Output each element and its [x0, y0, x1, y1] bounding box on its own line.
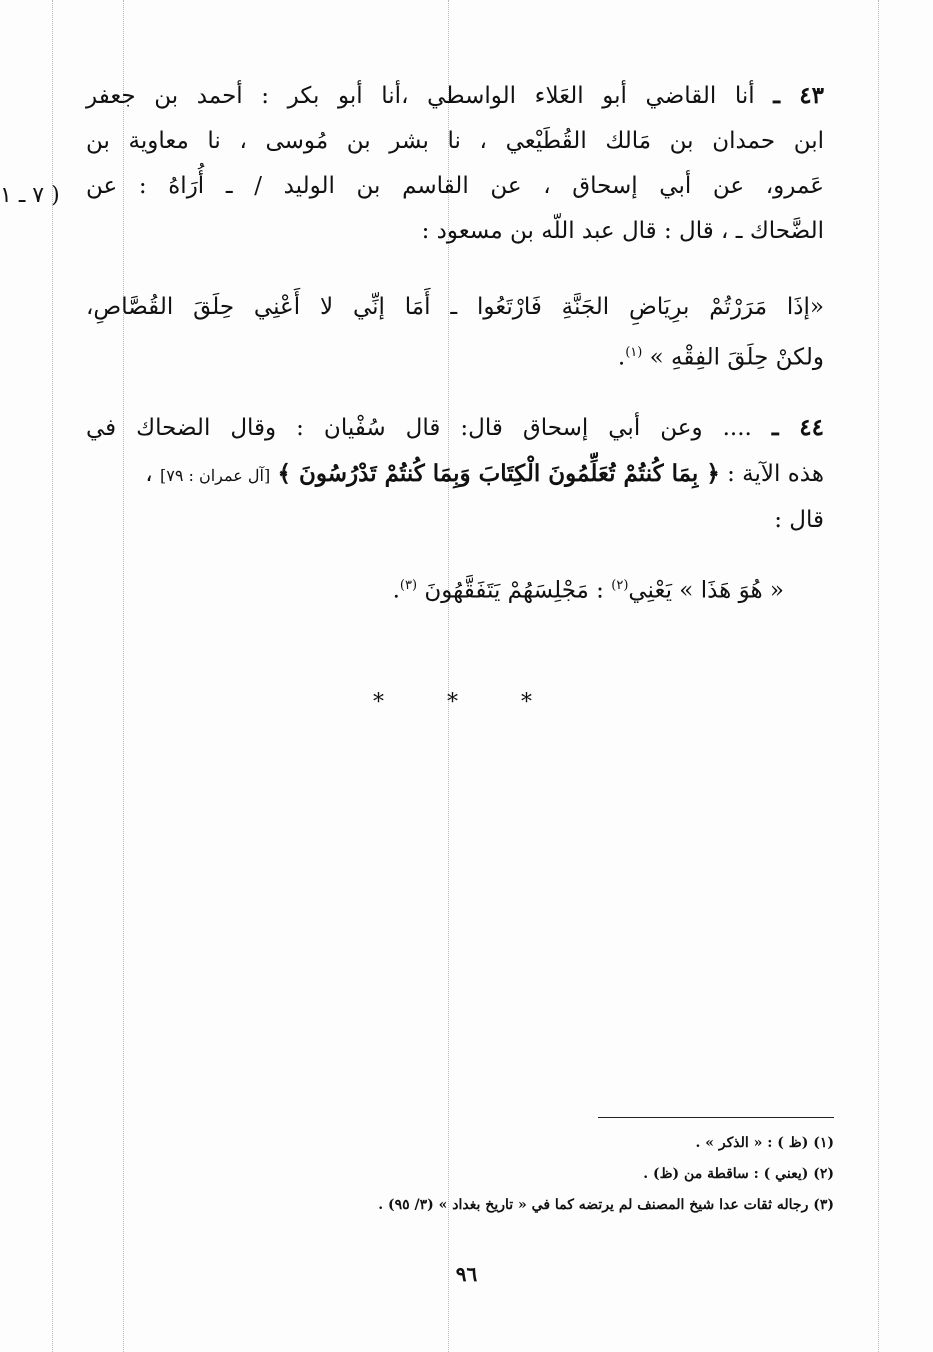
paragraph-line: ابن حمدان بن مَالك القُطَيْعي ، نا بشر بن مُوسى ، نا معاوية بن [86, 128, 824, 154]
quote-line: ولكنْ حِلَقَ الفِقْهِ » $^{(١)}$. [617, 344, 824, 371]
page-number: ٩٦ [455, 1262, 478, 1286]
entry-number: ٤٣ ـ [773, 82, 824, 109]
paragraph-line: هذه الآية : ﴿ بِمَا كُنتُمْ تُعَلِّمُونَ الْكِتَابَ وَبِمَا كُنتُمْ تَدْرُسُونَ ﴾ [آل عمران : ٧٩] ، [145, 460, 824, 487]
footnote-marker: (١) [625, 345, 643, 360]
footnote-marker: (٢) [611, 578, 629, 593]
quran-verse: ﴿ بِمَا كُنتُمْ تُعَلِّمُونَ الْكِتَابَ وَبِمَا كُنتُمْ تَدْرُسُونَ ﴾ [277, 460, 720, 487]
quote-44 [86, 563, 824, 614]
footnote-marker: (٣) [399, 578, 418, 593]
quote-line: « هُوَ هَذَا » يَعْنِي$^{(٢)}$ : مَجْلِسَهُمْ يَتَفَقَّهُونَ $^{(٣)}$. [392, 577, 784, 604]
quote-43 [86, 285, 824, 381]
margin-reference: ( ٧ ـ ١ [0, 183, 60, 208]
scan-guide-line [878, 0, 879, 1352]
footnote-divider [598, 1117, 834, 1118]
verse-reference: [آل عمران : ٧٩] [159, 466, 271, 485]
paragraph-line: ٤٣ ـ أنا القاضي أبو العَلاء الواسطي ،أنا أبو بكر : أحمد بن جعفر [86, 82, 824, 109]
quote-line: «إذَا مَرَرْتُمْ برِيَاضِ الجَنَّةِ فَارْتَعُوا ـ أَمَا إنِّي لا أَعْنِي حِلَقَ القُصَّاصِ، [86, 294, 824, 320]
footnotes [200, 1128, 834, 1221]
entry-number: ٤٤ ـ [771, 414, 825, 441]
paragraph-44 [86, 405, 824, 543]
paragraph-line: ٤٤ ـ .... وعن أبي إسحاق قال: قال سُفْيان : وقال الضحاك في [86, 414, 825, 441]
paragraph-43 [86, 73, 824, 254]
paragraph-line: قال : [774, 507, 824, 533]
paragraph-line: عَمرو، عن أبي إسحاق ، عن القاسم بن الوليد / ـ أُرَاهُ : عن [86, 173, 824, 199]
section-separator: * * * [373, 690, 560, 715]
footnote: (١) (ظ ) : « الذكر » . [695, 1135, 834, 1151]
footnote: (٣) رجاله ثقات عدا شيخ المصنف لم يرتضه كما في « تاريخ بغداد » (٣/ ٩٥) . [378, 1197, 834, 1213]
paragraph-line: الضَّحاك ـ ، قال : قال عبد اللّه بن مسعود : [421, 218, 824, 244]
footnote: (٢) (يعني ) : ساقطة من (ظ) . [643, 1166, 834, 1182]
